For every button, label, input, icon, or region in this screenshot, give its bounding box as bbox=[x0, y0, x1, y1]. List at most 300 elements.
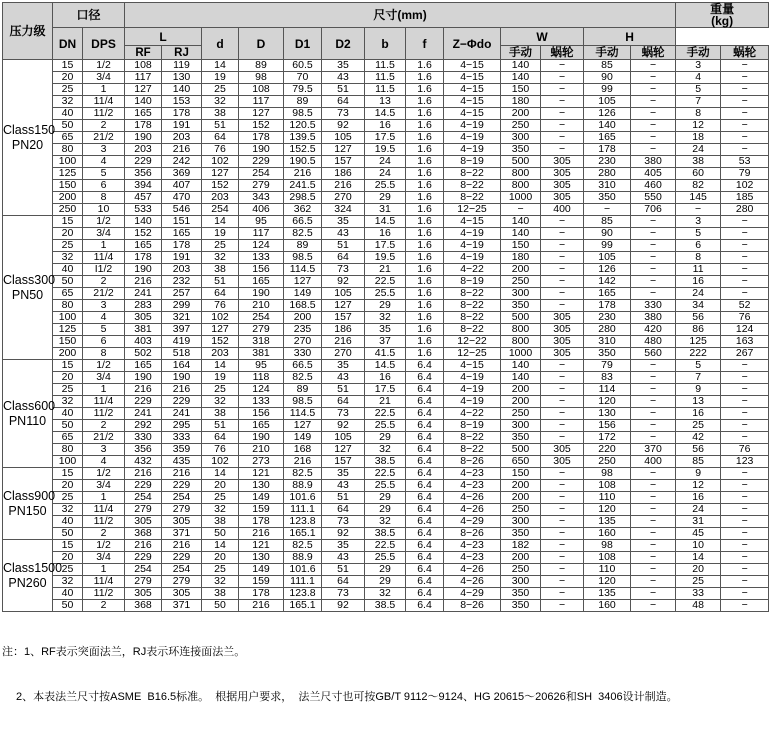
cell-d-outer: 178 bbox=[239, 516, 284, 528]
cell-b: 32 bbox=[365, 444, 406, 456]
cell-d1: 89 bbox=[284, 96, 322, 108]
table-row bbox=[3, 108, 769, 120]
cell-d2: 64 bbox=[322, 96, 365, 108]
cell-weight-worm: − bbox=[721, 264, 769, 276]
cell-weight-worm: − bbox=[721, 372, 769, 384]
cell-w-worm: 305 bbox=[541, 192, 584, 204]
cell-dps: 3/4 bbox=[83, 552, 125, 564]
cell-l-rf: 356 bbox=[125, 444, 162, 456]
pressure-class-cell bbox=[3, 360, 56, 468]
cell-z-phi-do: 4−15 bbox=[444, 360, 501, 372]
cell-f: 6.4 bbox=[406, 396, 444, 408]
cell-d-outer: 210 bbox=[239, 444, 284, 456]
cell-dn: 15 bbox=[53, 60, 83, 72]
cell-d2: 64 bbox=[322, 576, 365, 588]
cell-d: 50 bbox=[202, 600, 239, 612]
cell-z-phi-do: 4−19 bbox=[444, 384, 501, 396]
pressure-class-pn: PN20 bbox=[11, 137, 44, 152]
cell-b: 17.5 bbox=[365, 384, 406, 396]
cell-weight-worm: − bbox=[721, 420, 769, 432]
cell-z-phi-do: 4−22 bbox=[444, 264, 501, 276]
cell-z-phi-do: 4−19 bbox=[444, 396, 501, 408]
cell-w-manual: 250 bbox=[501, 564, 541, 576]
cell-dps: 21/2 bbox=[83, 288, 125, 300]
cell-l-rj: 165 bbox=[162, 228, 202, 240]
table-row bbox=[3, 240, 769, 252]
cell-w-manual: 350 bbox=[501, 600, 541, 612]
header-z-phi-do: Z−Φdo bbox=[444, 28, 501, 60]
header-weight-unit: (kg) bbox=[711, 14, 734, 28]
cell-h-manual: 90 bbox=[584, 72, 631, 84]
cell-z-phi-do: 8−22 bbox=[444, 180, 501, 192]
cell-z-phi-do: 8−19 bbox=[444, 156, 501, 168]
cell-z-phi-do: 4−15 bbox=[444, 96, 501, 108]
cell-l-rf: 165 bbox=[125, 360, 162, 372]
cell-w-manual: 500 bbox=[501, 156, 541, 168]
cell-d: 76 bbox=[202, 300, 239, 312]
cell-l-rj: 369 bbox=[162, 168, 202, 180]
cell-w-worm: − bbox=[541, 528, 584, 540]
cell-l-rf: 152 bbox=[125, 228, 162, 240]
cell-weight-worm: − bbox=[721, 480, 769, 492]
cell-h-manual: 310 bbox=[584, 336, 631, 348]
cell-d-outer: 178 bbox=[239, 132, 284, 144]
cell-b: 17.5 bbox=[365, 240, 406, 252]
cell-dps: 2 bbox=[83, 528, 125, 540]
cell-weight-worm: − bbox=[721, 60, 769, 72]
cell-f: 1.6 bbox=[406, 180, 444, 192]
cell-weight-manual: 48 bbox=[676, 600, 721, 612]
cell-f: 6.4 bbox=[406, 372, 444, 384]
table-row bbox=[3, 204, 769, 216]
table-row bbox=[3, 540, 769, 552]
cell-weight-manual: 5 bbox=[676, 84, 721, 96]
cell-weight-worm: − bbox=[721, 228, 769, 240]
cell-w-worm: − bbox=[541, 552, 584, 564]
cell-h-manual: 90 bbox=[584, 228, 631, 240]
cell-h-worm: − bbox=[631, 540, 676, 552]
cell-h-worm: − bbox=[631, 480, 676, 492]
cell-dn: 25 bbox=[53, 384, 83, 396]
cell-d-outer: 98 bbox=[239, 72, 284, 84]
cell-h-manual: 108 bbox=[584, 552, 631, 564]
cell-dps: 3/4 bbox=[83, 480, 125, 492]
cell-b: 38.5 bbox=[365, 456, 406, 468]
cell-h-worm: − bbox=[631, 372, 676, 384]
cell-w-manual: 200 bbox=[501, 396, 541, 408]
cell-dn: 250 bbox=[53, 204, 83, 216]
cell-l-rf: 502 bbox=[125, 348, 162, 360]
cell-d1: 88.9 bbox=[284, 552, 322, 564]
cell-weight-worm: − bbox=[721, 396, 769, 408]
cell-weight-worm: − bbox=[721, 120, 769, 132]
cell-weight-manual: 222 bbox=[676, 348, 721, 360]
cell-dps: 2 bbox=[83, 420, 125, 432]
cell-d2: 270 bbox=[322, 348, 365, 360]
cell-l-rf: 356 bbox=[125, 168, 162, 180]
cell-d1: 127 bbox=[284, 420, 322, 432]
table-row bbox=[3, 132, 769, 144]
cell-d2: 43 bbox=[322, 228, 365, 240]
cell-h-manual: − bbox=[584, 204, 631, 216]
cell-h-worm: 405 bbox=[631, 168, 676, 180]
cell-d1: 111.1 bbox=[284, 576, 322, 588]
cell-d: 25 bbox=[202, 384, 239, 396]
header-dimensions: 尺寸(mm) bbox=[125, 3, 676, 28]
cell-h-manual: 85 bbox=[584, 60, 631, 72]
cell-w-worm: − bbox=[541, 252, 584, 264]
cell-w-manual: 182 bbox=[501, 540, 541, 552]
cell-z-phi-do: 8−19 bbox=[444, 420, 501, 432]
cell-w-manual: 200 bbox=[501, 480, 541, 492]
table-row bbox=[3, 516, 769, 528]
cell-b: 16 bbox=[365, 228, 406, 240]
cell-weight-manual: 25 bbox=[676, 576, 721, 588]
cell-dn: 20 bbox=[53, 372, 83, 384]
cell-d-outer: 156 bbox=[239, 408, 284, 420]
cell-d-outer: 210 bbox=[239, 300, 284, 312]
cell-d2: 73 bbox=[322, 264, 365, 276]
cell-d1: 216 bbox=[284, 456, 322, 468]
cell-dn: 25 bbox=[53, 564, 83, 576]
cell-h-manual: 250 bbox=[584, 456, 631, 468]
cell-dn: 32 bbox=[53, 96, 83, 108]
cell-weight-manual: 34 bbox=[676, 300, 721, 312]
cell-b: 32 bbox=[365, 588, 406, 600]
cell-b: 25.5 bbox=[365, 552, 406, 564]
cell-h-manual: 120 bbox=[584, 396, 631, 408]
cell-d1: 149 bbox=[284, 288, 322, 300]
cell-d-outer: 159 bbox=[239, 576, 284, 588]
cell-d1: 101.6 bbox=[284, 564, 322, 576]
cell-h-manual: 79 bbox=[584, 360, 631, 372]
cell-w-worm: 305 bbox=[541, 168, 584, 180]
cell-weight-manual: 12 bbox=[676, 480, 721, 492]
cell-z-phi-do: 4−29 bbox=[444, 516, 501, 528]
cell-b: 29 bbox=[365, 504, 406, 516]
cell-f: 1.6 bbox=[406, 120, 444, 132]
pressure-class-cell bbox=[3, 468, 56, 540]
cell-weight-manual: − bbox=[676, 204, 721, 216]
cell-w-manual: 180 bbox=[501, 252, 541, 264]
cell-h-worm: − bbox=[631, 552, 676, 564]
cell-dn: 65 bbox=[53, 432, 83, 444]
cell-b: 24 bbox=[365, 168, 406, 180]
cell-weight-manual: 13 bbox=[676, 396, 721, 408]
cell-dps: 1/2 bbox=[83, 60, 125, 72]
cell-h-manual: 280 bbox=[584, 324, 631, 336]
cell-w-manual: 350 bbox=[501, 432, 541, 444]
cell-d2: 92 bbox=[322, 600, 365, 612]
cell-weight-worm: − bbox=[721, 240, 769, 252]
cell-f: 6.4 bbox=[406, 420, 444, 432]
cell-l-rj: 216 bbox=[162, 468, 202, 480]
table-row bbox=[3, 420, 769, 432]
header-f: f bbox=[406, 28, 444, 60]
cell-f: 6.4 bbox=[406, 384, 444, 396]
header-bore: 口径 bbox=[53, 3, 125, 28]
cell-w-worm: − bbox=[541, 384, 584, 396]
cell-h-worm: − bbox=[631, 588, 676, 600]
header-b: b bbox=[365, 28, 406, 60]
cell-l-rj: 518 bbox=[162, 348, 202, 360]
cell-d1: 216 bbox=[284, 168, 322, 180]
cell-d: 38 bbox=[202, 108, 239, 120]
cell-w-worm: − bbox=[541, 276, 584, 288]
cell-h-worm: − bbox=[631, 504, 676, 516]
cell-h-worm: − bbox=[631, 96, 676, 108]
cell-d-outer: 124 bbox=[239, 240, 284, 252]
cell-dps: 1/2 bbox=[83, 360, 125, 372]
cell-weight-manual: 9 bbox=[676, 384, 721, 396]
cell-weight-manual: 85 bbox=[676, 456, 721, 468]
cell-l-rj: 407 bbox=[162, 180, 202, 192]
cell-h-manual: 98 bbox=[584, 540, 631, 552]
cell-l-rf: 108 bbox=[125, 60, 162, 72]
cell-z-phi-do: 4−15 bbox=[444, 72, 501, 84]
cell-d2: 35 bbox=[322, 540, 365, 552]
cell-d-outer: 117 bbox=[239, 228, 284, 240]
cell-h-worm: − bbox=[631, 120, 676, 132]
cell-weight-manual: 24 bbox=[676, 288, 721, 300]
cell-d: 203 bbox=[202, 348, 239, 360]
table-row bbox=[3, 216, 769, 228]
cell-h-manual: 135 bbox=[584, 516, 631, 528]
cell-f: 1.6 bbox=[406, 84, 444, 96]
cell-l-rj: 470 bbox=[162, 192, 202, 204]
cell-l-rf: 178 bbox=[125, 120, 162, 132]
header-h-manual: 手动 bbox=[584, 46, 631, 60]
cell-b: 25.5 bbox=[365, 288, 406, 300]
cell-b: 29 bbox=[365, 564, 406, 576]
cell-h-worm: − bbox=[631, 384, 676, 396]
cell-f: 1.6 bbox=[406, 324, 444, 336]
cell-h-manual: 120 bbox=[584, 504, 631, 516]
cell-w-manual: 350 bbox=[501, 588, 541, 600]
table-row bbox=[3, 492, 769, 504]
cell-l-rf: 305 bbox=[125, 516, 162, 528]
cell-b: 31 bbox=[365, 204, 406, 216]
cell-l-rf: 283 bbox=[125, 300, 162, 312]
cell-weight-manual: 12 bbox=[676, 120, 721, 132]
cell-d1: 139.5 bbox=[284, 132, 322, 144]
cell-d2: 73 bbox=[322, 108, 365, 120]
header-h: H bbox=[584, 28, 676, 46]
cell-d1: 149 bbox=[284, 432, 322, 444]
cell-h-worm: − bbox=[631, 240, 676, 252]
cell-l-rj: 229 bbox=[162, 552, 202, 564]
cell-l-rj: 397 bbox=[162, 324, 202, 336]
cell-l-rf: 140 bbox=[125, 216, 162, 228]
cell-dn: 20 bbox=[53, 480, 83, 492]
cell-weight-manual: 82 bbox=[676, 180, 721, 192]
cell-d2: 157 bbox=[322, 312, 365, 324]
cell-l-rj: 546 bbox=[162, 204, 202, 216]
cell-l-rj: 190 bbox=[162, 372, 202, 384]
cell-b: 13 bbox=[365, 96, 406, 108]
cell-l-rf: 305 bbox=[125, 312, 162, 324]
cell-w-manual: 300 bbox=[501, 576, 541, 588]
cell-l-rj: 178 bbox=[162, 108, 202, 120]
cell-w-worm: − bbox=[541, 96, 584, 108]
cell-dps: 1/2 bbox=[83, 468, 125, 480]
pressure-class-label: Class150 bbox=[3, 122, 56, 137]
cell-d2: 157 bbox=[322, 156, 365, 168]
cell-d: 38 bbox=[202, 408, 239, 420]
cell-d1: 165.1 bbox=[284, 528, 322, 540]
cell-b: 21 bbox=[365, 264, 406, 276]
cell-d: 32 bbox=[202, 396, 239, 408]
cell-d1: 89 bbox=[284, 384, 322, 396]
cell-d2: 73 bbox=[322, 408, 365, 420]
cell-w-worm: − bbox=[541, 408, 584, 420]
cell-w-manual: 800 bbox=[501, 168, 541, 180]
cell-h-worm: 380 bbox=[631, 156, 676, 168]
cell-h-manual: 142 bbox=[584, 276, 631, 288]
cell-w-worm: − bbox=[541, 600, 584, 612]
cell-l-rf: 305 bbox=[125, 588, 162, 600]
cell-dps: I1/2 bbox=[83, 264, 125, 276]
cell-d1: 165.1 bbox=[284, 600, 322, 612]
cell-h-worm: − bbox=[631, 132, 676, 144]
cell-d1: 82.5 bbox=[284, 372, 322, 384]
cell-h-worm: − bbox=[631, 216, 676, 228]
cell-dps: 10 bbox=[83, 204, 125, 216]
cell-dn: 15 bbox=[53, 468, 83, 480]
cell-f: 6.4 bbox=[406, 528, 444, 540]
cell-b: 22.5 bbox=[365, 276, 406, 288]
cell-d2: 64 bbox=[322, 252, 365, 264]
cell-b: 11.5 bbox=[365, 72, 406, 84]
pressure-class-pn: PN110 bbox=[8, 413, 47, 428]
cell-h-worm: 380 bbox=[631, 312, 676, 324]
cell-d2: 35 bbox=[322, 468, 365, 480]
cell-d2: 51 bbox=[322, 384, 365, 396]
cell-l-rf: 216 bbox=[125, 276, 162, 288]
cell-d1: 89 bbox=[284, 240, 322, 252]
cell-d: 64 bbox=[202, 288, 239, 300]
cell-w-manual: 200 bbox=[501, 108, 541, 120]
cell-weight-worm: − bbox=[721, 108, 769, 120]
cell-h-manual: 280 bbox=[584, 168, 631, 180]
cell-d: 14 bbox=[202, 540, 239, 552]
cell-d2: 92 bbox=[322, 528, 365, 540]
pressure-class-cell bbox=[3, 540, 63, 612]
cell-dps: 1 bbox=[83, 564, 125, 576]
cell-z-phi-do: 8−26 bbox=[444, 600, 501, 612]
cell-d: 102 bbox=[202, 312, 239, 324]
cell-w-worm: − bbox=[541, 396, 584, 408]
cell-d-outer: 318 bbox=[239, 336, 284, 348]
cell-b: 16 bbox=[365, 120, 406, 132]
cell-d-outer: 133 bbox=[239, 396, 284, 408]
cell-d: 254 bbox=[202, 204, 239, 216]
cell-d2: 324 bbox=[322, 204, 365, 216]
cell-weight-worm: − bbox=[721, 216, 769, 228]
cell-d2: 127 bbox=[322, 300, 365, 312]
cell-d2: 105 bbox=[322, 132, 365, 144]
cell-weight-worm: 79 bbox=[721, 168, 769, 180]
cell-f: 6.4 bbox=[406, 444, 444, 456]
cell-w-worm: − bbox=[541, 504, 584, 516]
cell-f: 6.4 bbox=[406, 432, 444, 444]
cell-d1: 101.6 bbox=[284, 492, 322, 504]
header-pressure-class: 压力级 bbox=[3, 3, 53, 60]
cell-l-rf: 533 bbox=[125, 204, 162, 216]
cell-d1: 70 bbox=[284, 72, 322, 84]
cell-weight-manual: 20 bbox=[676, 564, 721, 576]
cell-h-worm: 550 bbox=[631, 192, 676, 204]
cell-l-rf: 229 bbox=[125, 396, 162, 408]
cell-d-outer: 216 bbox=[239, 528, 284, 540]
cell-w-manual: 1000 bbox=[501, 348, 541, 360]
cell-z-phi-do: 4−19 bbox=[444, 144, 501, 156]
cell-dps: 21/2 bbox=[83, 132, 125, 144]
cell-d: 76 bbox=[202, 444, 239, 456]
table-row bbox=[3, 180, 769, 192]
cell-l-rf: 178 bbox=[125, 252, 162, 264]
cell-d-outer: 156 bbox=[239, 264, 284, 276]
cell-d-outer: 152 bbox=[239, 120, 284, 132]
cell-weight-worm: 163 bbox=[721, 336, 769, 348]
cell-dn: 100 bbox=[53, 456, 83, 468]
cell-d-outer: 130 bbox=[239, 552, 284, 564]
cell-dps: 11/2 bbox=[83, 588, 125, 600]
cell-dn: 32 bbox=[53, 576, 83, 588]
cell-f: 6.4 bbox=[406, 480, 444, 492]
cell-d1: 241.5 bbox=[284, 180, 322, 192]
cell-l-rf: 216 bbox=[125, 384, 162, 396]
cell-weight-manual: 56 bbox=[676, 312, 721, 324]
cell-l-rf: 229 bbox=[125, 552, 162, 564]
cell-dn: 25 bbox=[53, 240, 83, 252]
cell-dn: 15 bbox=[53, 360, 83, 372]
cell-weight-manual: 5 bbox=[676, 228, 721, 240]
cell-d2: 105 bbox=[322, 432, 365, 444]
cell-l-rj: 130 bbox=[162, 72, 202, 84]
cell-d-outer: 95 bbox=[239, 216, 284, 228]
cell-dps: 2 bbox=[83, 600, 125, 612]
cell-weight-worm: − bbox=[721, 468, 769, 480]
cell-z-phi-do: 8−22 bbox=[444, 312, 501, 324]
cell-d2: 216 bbox=[322, 180, 365, 192]
cell-d1: 298.5 bbox=[284, 192, 322, 204]
cell-d: 38 bbox=[202, 264, 239, 276]
note-1: 注：1、RF表示突面法兰，RJ表示环连接面法兰。 bbox=[2, 646, 246, 658]
cell-w-manual: 140 bbox=[501, 216, 541, 228]
cell-l-rj: 299 bbox=[162, 300, 202, 312]
cell-l-rj: 321 bbox=[162, 312, 202, 324]
cell-w-worm: − bbox=[541, 60, 584, 72]
cell-h-worm: − bbox=[631, 528, 676, 540]
pressure-class-label: Class600 bbox=[3, 398, 56, 413]
cell-f: 1.6 bbox=[406, 72, 444, 84]
cell-weight-manual: 145 bbox=[676, 192, 721, 204]
cell-h-worm: − bbox=[631, 84, 676, 96]
cell-dn: 100 bbox=[53, 156, 83, 168]
cell-f: 6.4 bbox=[406, 468, 444, 480]
cell-h-worm: − bbox=[631, 492, 676, 504]
cell-l-rf: 117 bbox=[125, 72, 162, 84]
cell-dn: 25 bbox=[53, 84, 83, 96]
table-row bbox=[3, 456, 769, 468]
cell-w-manual: 350 bbox=[501, 300, 541, 312]
cell-f: 1.6 bbox=[406, 228, 444, 240]
cell-z-phi-do: 8−22 bbox=[444, 168, 501, 180]
cell-d: 25 bbox=[202, 492, 239, 504]
cell-d: 203 bbox=[202, 192, 239, 204]
cell-h-worm: 420 bbox=[631, 324, 676, 336]
